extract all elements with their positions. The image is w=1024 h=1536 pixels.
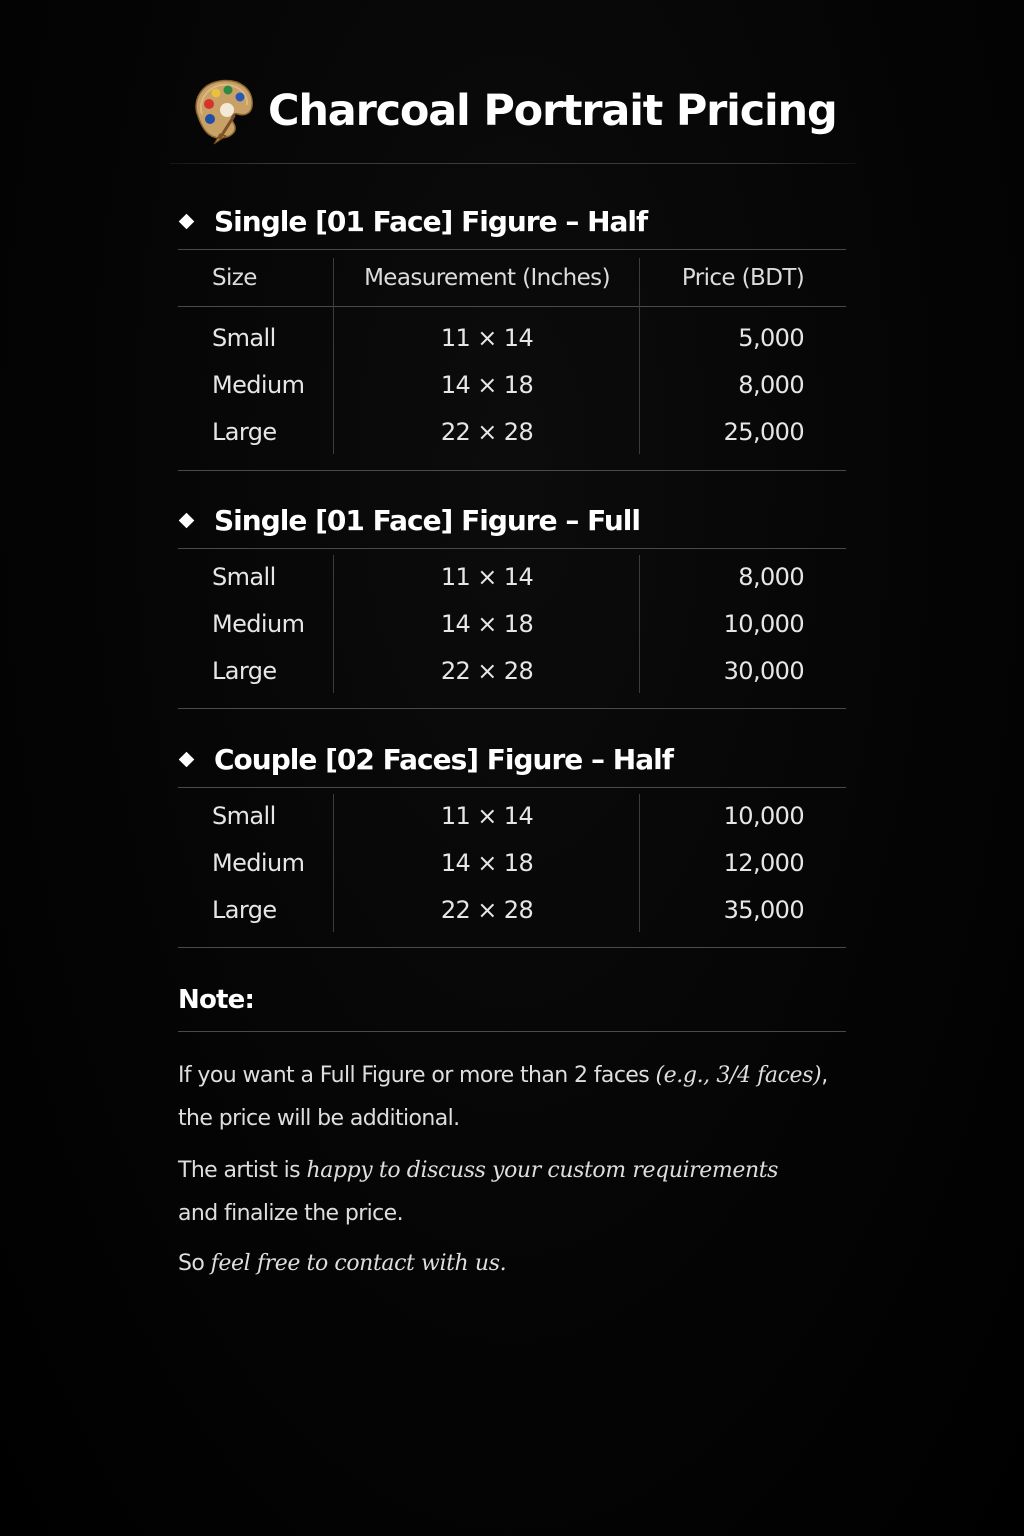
- measurement-cell: 14 × 18: [440, 370, 534, 399]
- measurement-cell: 14 × 18: [440, 848, 534, 877]
- column-header-measurement: Measurement (Inches): [364, 265, 610, 291]
- measurement-cell: 22 × 28: [440, 417, 534, 446]
- size-cell: Medium: [212, 848, 305, 877]
- table-row: [178, 408, 846, 455]
- section-single-full: [178, 492, 846, 709]
- note-section: [178, 985, 846, 1285]
- note-text: If you want a Full Figure or more than 2 faces: [178, 1063, 656, 1088]
- size-cell: Small: [212, 562, 276, 591]
- section-heading: [178, 731, 846, 787]
- note-italic-text: (e.g., 3/4 faces): [655, 1063, 822, 1088]
- note-text: and finalize the price.: [178, 1201, 404, 1226]
- price-cell: 30,000: [723, 656, 804, 685]
- page-title: Charcoal Portrait Pricing: [268, 86, 837, 136]
- table-row: [178, 647, 846, 694]
- price-table: [178, 250, 846, 471]
- size-cell: Medium: [212, 370, 305, 399]
- price-table: [178, 788, 846, 948]
- section-title: Single [01 Face] Figure – Half: [214, 204, 648, 238]
- header-divider: [170, 163, 856, 164]
- price-cell: 5,000: [738, 323, 804, 352]
- section-single-half: [178, 193, 846, 471]
- table-row: [178, 361, 846, 408]
- measurement-cell: 11 × 14: [440, 801, 534, 830]
- note-text: So: [178, 1251, 211, 1276]
- price-cell: 35,000: [723, 895, 804, 924]
- column-header-size: Size: [212, 265, 257, 291]
- diamond-bullet-icon: [179, 512, 195, 528]
- size-cell: Medium: [212, 609, 305, 638]
- note-text: ,: [821, 1063, 828, 1088]
- price-cell: 8,000: [738, 562, 804, 591]
- section-heading: [178, 193, 846, 249]
- note-title: Note:: [178, 985, 255, 1015]
- table-row: [178, 600, 846, 647]
- size-cell: Small: [212, 801, 276, 830]
- artist-palette-icon: [190, 76, 256, 146]
- table-row: [178, 792, 846, 839]
- page-header: [190, 76, 837, 146]
- table-row: [178, 839, 846, 886]
- note-text: The artist is: [178, 1158, 307, 1183]
- price-table: [178, 549, 846, 709]
- measurement-cell: 14 × 18: [440, 609, 534, 638]
- diamond-bullet-icon: [179, 751, 195, 767]
- note-italic-text: feel free to contact with us.: [210, 1251, 507, 1276]
- note-text: the price will be additional.: [178, 1106, 460, 1131]
- measurement-cell: 22 × 28: [440, 895, 534, 924]
- note-paragraph-custom-requirements: [178, 1149, 846, 1235]
- section-title: Couple [02 Faces] Figure – Half: [214, 742, 673, 776]
- note-paragraph-additional-price: [178, 1054, 846, 1140]
- table-row: [178, 314, 846, 361]
- table-header-row: [178, 250, 846, 306]
- table-row: [178, 886, 846, 933]
- divider: [178, 470, 846, 471]
- section-heading: [178, 492, 846, 548]
- note-paragraph-contact: [178, 1242, 846, 1285]
- size-cell: Large: [212, 656, 277, 685]
- divider: [178, 947, 846, 948]
- divider: [178, 708, 846, 709]
- price-cell: 8,000: [738, 370, 804, 399]
- size-cell: Large: [212, 417, 277, 446]
- note-italic-text: happy to discuss your custom requirements: [306, 1158, 779, 1183]
- divider: [178, 1031, 846, 1032]
- section-title: Single [01 Face] Figure – Full: [214, 503, 640, 537]
- size-cell: Small: [212, 323, 276, 352]
- column-header-price: Price (BDT): [681, 265, 805, 291]
- diamond-bullet-icon: [179, 213, 195, 229]
- section-couple-half: [178, 731, 846, 948]
- price-cell: 12,000: [723, 848, 804, 877]
- table-row: [178, 553, 846, 600]
- price-cell: 10,000: [723, 609, 804, 638]
- measurement-cell: 11 × 14: [440, 562, 534, 591]
- size-cell: Large: [212, 895, 277, 924]
- measurement-cell: 22 × 28: [440, 656, 534, 685]
- measurement-cell: 11 × 14: [440, 323, 534, 352]
- price-cell: 25,000: [723, 417, 804, 446]
- price-cell: 10,000: [723, 801, 804, 830]
